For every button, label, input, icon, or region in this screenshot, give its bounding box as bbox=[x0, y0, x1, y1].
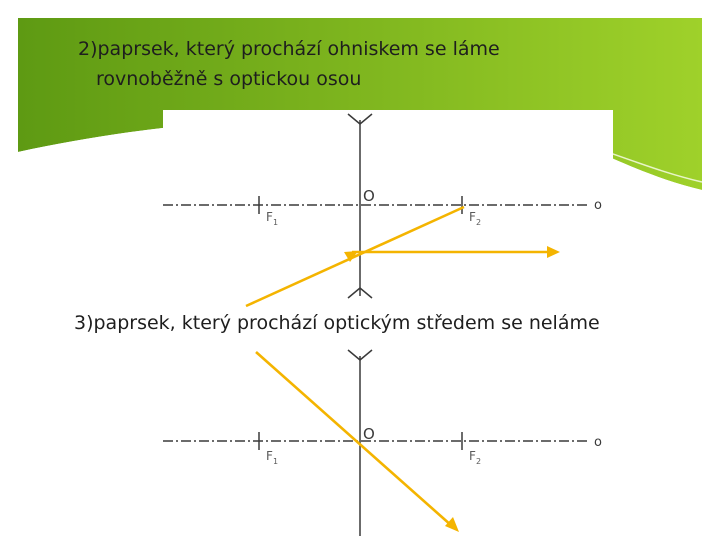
caption-3: 3)paprsek, který prochází optickým středem se neláme bbox=[74, 309, 694, 337]
axis-end-label-top: o bbox=[594, 198, 602, 213]
caption-2-line2: rovnoběžně s optickou osou bbox=[96, 68, 362, 90]
caption-2-line1: 2)paprsek, který prochází ohniskem se láme bbox=[78, 38, 500, 60]
focus1-label-bottom: F bbox=[266, 449, 273, 463]
center-label-bottom: O bbox=[363, 425, 375, 443]
arrowhead-bottom bbox=[445, 517, 459, 532]
axis-end-label-bottom: o bbox=[594, 435, 602, 450]
focus1-sub-bottom: 1 bbox=[273, 457, 279, 466]
ray-bottom bbox=[256, 352, 459, 532]
focus2-label-top: F bbox=[469, 210, 476, 224]
focus1-sub-top: 1 bbox=[273, 218, 279, 227]
focus2-label-bottom: F bbox=[469, 449, 476, 463]
center-label-top: O bbox=[363, 187, 375, 205]
focus2-sub-bottom: 2 bbox=[476, 457, 482, 466]
focus1-label-top: F bbox=[266, 210, 273, 224]
focus2-sub-top: 2 bbox=[476, 218, 482, 227]
